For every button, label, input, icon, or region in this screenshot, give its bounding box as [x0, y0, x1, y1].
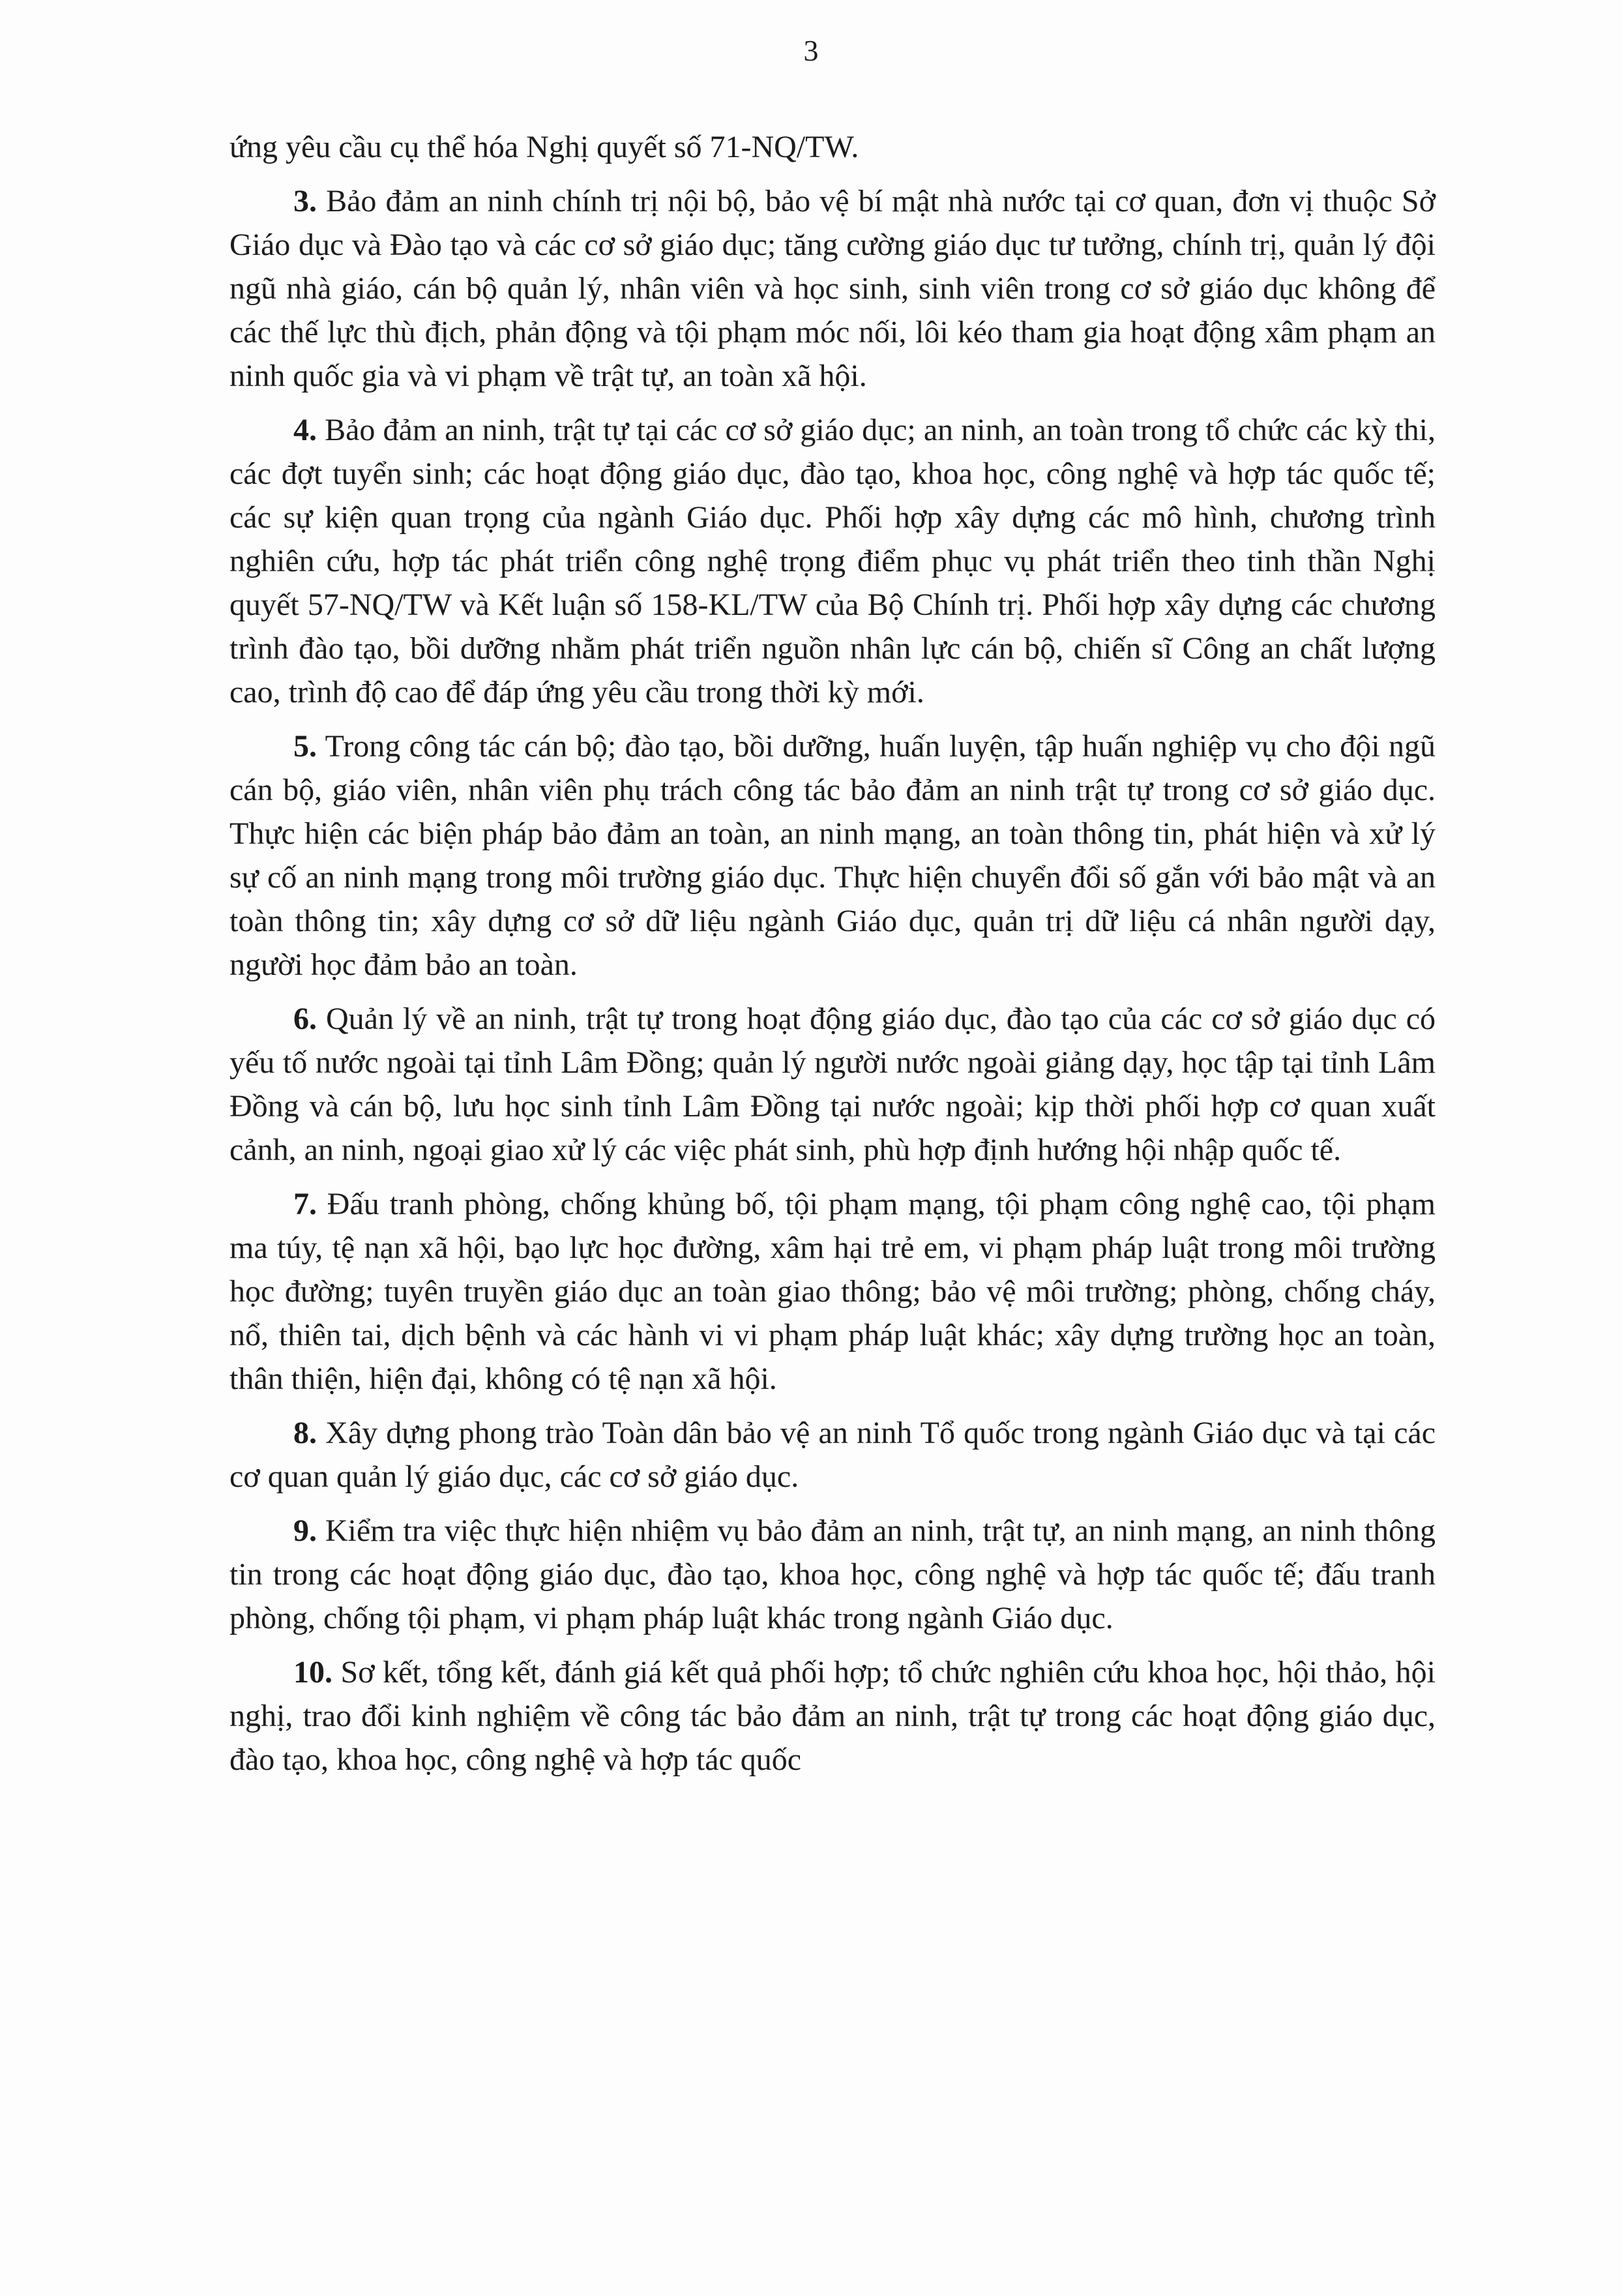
continuation-paragraph: ứng yêu cầu cụ thể hóa Nghị quyết số 71-NQ/TW.: [229, 130, 859, 164]
item-paragraph-8: [229, 1411, 1436, 1498]
item-paragraph-6: [229, 997, 1436, 1172]
item-number: 10.: [293, 1655, 332, 1690]
item-text: Trong công tác cán bộ; đào tạo, bồi dưỡng, huấn luyện, tập huấn nghiệp vụ cho đội ngũ cán bộ, giáo viên, nhân viên phụ trách công tác bảo đảm an ninh trật tự trong cơ sở giáo dục. Thực hiện các biện pháp bảo đảm an toàn, an ninh mạng, an toàn thông tin, phát hiện và xử lý sự cố an ninh mạng trong môi trường giáo dục. Thực hiện chuyển đổi số gắn với bảo mật và an toàn thông tin; xây dựng cơ sở dữ liệu ngành Giáo dục, quản trị dữ liệu cá nhân người dạy, người học đảm bảo an toàn.: [229, 729, 1436, 982]
item-number: 7.: [293, 1187, 317, 1221]
page-number: 3: [803, 34, 819, 67]
item-text: Kiểm tra việc thực hiện nhiệm vụ bảo đảm an ninh, trật tự, an ninh mạng, an ninh thông tin trong các hoạt động giáo dục, đào tạo, khoa học, công nghệ và hợp tác quốc tế; đấu tranh phòng, chống tội phạm, vi phạm pháp luật khác trong ngành Giáo dục.: [229, 1513, 1436, 1635]
item-number: 8.: [293, 1416, 317, 1450]
item-text: Sơ kết, tổng kết, đánh giá kết quả phối hợp; tổ chức nghiên cứu khoa học, hội thảo, hội nghị, trao đổi kinh nghiệm về công tác bảo đảm an ninh, trật tự trong các hoạt động giáo dục, đào tạo, khoa học, công nghệ và hợp tác quốc: [229, 1655, 1436, 1777]
item-text: Bảo đảm an ninh chính trị nội bộ, bảo vệ bí mật nhà nước tại cơ quan, đơn vị thuộc Sở Giáo dục và Đào tạo và các cơ sở giáo dục; tăng cường giáo dục tư tưởng, chính trị, quản lý đội ngũ nhà giáo, cán bộ quản lý, nhân viên và học sinh, sinh viên trong cơ sở giáo dục không để các thế lực thù địch, phản động và tội phạm móc nối, lôi kéo tham gia hoạt động xâm phạm an ninh quốc gia và vi phạm về trật tự, an toàn xã hội.: [229, 184, 1436, 393]
item-text: Quản lý về an ninh, trật tự trong hoạt động giáo dục, đào tạo của các cơ sở giáo dục có yếu tố nước ngoài tại tỉnh Lâm Đồng; quản lý người nước ngoài giảng dạy, học tập tại tỉnh Lâm Đồng và cán bộ, lưu học sinh tỉnh Lâm Đồng tại nước ngoài; kịp thời phối hợp cơ quan xuất cảnh, an ninh, ngoại giao xử lý các việc phát sinh, phù hợp định hướng hội nhập quốc tế.: [229, 1002, 1436, 1167]
item-text: Xây dựng phong trào Toàn dân bảo vệ an ninh Tổ quốc trong ngành Giáo dục và tại các cơ quan quản lý giáo dục, các cơ sở giáo dục.: [229, 1416, 1436, 1494]
item-number: 5.: [293, 729, 317, 764]
item-number: 3.: [293, 184, 317, 218]
item-paragraph-5: [229, 724, 1436, 987]
item-number: 6.: [293, 1002, 317, 1036]
item-paragraph-10: [229, 1650, 1436, 1782]
item-paragraph-9: [229, 1509, 1436, 1640]
item-paragraph-7: [229, 1182, 1436, 1401]
item-text: Bảo đảm an ninh, trật tự tại các cơ sở giáo dục; an ninh, an toàn trong tổ chức các kỳ thi, các đợt tuyển sinh; các hoạt động giáo dục, đào tạo, khoa học, công nghệ và hợp tác quốc tế; các sự kiện quan trọng của ngành Giáo dục. Phối hợp xây dựng các mô hình, chương trình nghiên cứu, hợp tác phát triển công nghệ trọng điểm phục vụ phát triển theo tinh thần Nghị quyết 57-NQ/TW và Kết luận số 158-KL/TW của Bộ Chính trị. Phối hợp xây dựng các chương trình đào tạo, bồi dưỡng nhằm phát triển nguồn nhân lực cán bộ, chiến sĩ Công an chất lượng cao, trình độ cao để đáp ứng yêu cầu trong thời kỳ mới.: [229, 413, 1436, 709]
item-text: Đấu tranh phòng, chống khủng bố, tội phạm mạng, tội phạm công nghệ cao, tội phạm ma túy, tệ nạn xã hội, bạo lực học đường, xâm hại trẻ em, vi phạm pháp luật trong môi trường học đường; tuyên truyền giáo dục an toàn giao thông; bảo vệ môi trường; phòng, chống cháy, nổ, thiên tai, dịch bệnh và các hành vi vi phạm pháp luật khác; xây dựng trường học an toàn, thân thiện, hiện đại, không có tệ nạn xã hội.: [229, 1187, 1436, 1396]
item-number: 9.: [293, 1513, 317, 1548]
item-paragraph-4: [229, 408, 1436, 714]
document-body: [229, 125, 1436, 1792]
item-number: 4.: [293, 413, 317, 447]
item-paragraph-3: [229, 179, 1436, 398]
